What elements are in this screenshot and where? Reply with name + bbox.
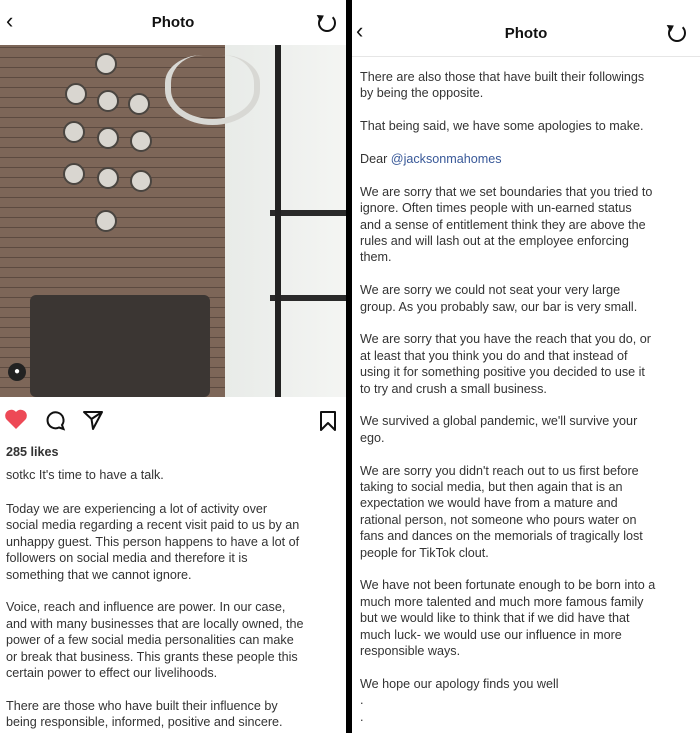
refresh-icon[interactable] [668,24,686,42]
caption-text: It's time to have a talk. [38,468,164,482]
plate [97,127,119,149]
page-title: Photo [504,25,548,42]
back-chevron-icon[interactable]: ‹ [356,18,364,43]
caption-line: We survived a global pandemic, we'll survive your [360,414,638,429]
caption-line: certain power to effect our livelihoods. [6,666,218,681]
caption-line: much luck- we would use our influence in more [360,627,622,642]
left-post-panel [0,0,346,733]
caption-line: rational person, not someone who pours water on [360,512,637,527]
mention-link[interactable]: @jacksonmahomes [390,152,502,166]
likes-count[interactable]: 285 likes [6,445,59,459]
refresh-icon[interactable] [318,14,336,32]
plate [130,170,152,192]
caption-line: rules and will lash out at the employee enforcing [360,234,629,249]
plate [128,93,150,115]
caption-line: expectation we would have from a mature and [360,496,618,511]
caption-line: We are sorry we could not seat your very large [360,283,621,298]
caption-paragraph [360,577,655,659]
caption-paragraph [6,698,304,731]
caption-line: being responsible, informed, positive and sincere. [6,715,283,730]
caption-paragraph [360,118,655,134]
caption-paragraph [360,463,655,561]
caption-line: much more talented and much more famous family [360,594,644,609]
comment-icon[interactable] [44,409,66,431]
caption-line: but we would like to think that if we did have that [360,611,630,626]
plate [97,90,119,112]
post-photo[interactable] [0,45,346,397]
sofa [30,295,210,397]
shelf [270,210,346,216]
caption-line: power of a few social media personalities can make [6,633,294,648]
caption-line: We are sorry that you have the reach that you do, or [360,332,651,347]
caption-paragraph [360,331,655,397]
caption-username[interactable]: sotkc [6,468,36,482]
caption-line: fans and dances on the memorials of tragically lost [360,529,643,544]
caption-line: social media regarding a recent visit paid to us by an [6,518,300,533]
plate [63,163,85,185]
caption-paragraph [360,282,655,315]
caption-line: people for TikTok clout. [360,545,489,560]
caption-line: unhappy guest. This person happens to have a lot of [6,534,300,549]
caption-paragraph [360,184,655,266]
plate [130,130,152,152]
plate [63,121,85,143]
caption-paragraph [360,676,655,692]
plate [97,167,119,189]
dot-line: . [360,693,364,708]
back-chevron-icon[interactable]: ‹ [6,8,14,33]
caption-line: and with many businesses that are locally owned, the [6,616,304,631]
caption-line: using it for something positive you decided to use it [360,365,645,380]
caption-line: taking to social media, but then again that is an [360,480,623,495]
caption-body [360,69,655,725]
caption-paragraph [360,413,655,446]
caption-line: at least that you think you do and that instead of [360,348,628,363]
caption-line: We hope our apology finds you well [360,676,559,691]
plate [95,53,117,75]
dear-text: Dear [360,152,388,166]
dot-line: . [360,709,364,724]
share-icon[interactable] [82,409,104,431]
heart-icon[interactable] [4,408,28,430]
caption-line: That being said, we have some apologies to make. [360,119,644,134]
caption-paragraph [6,599,304,681]
caption-line: There are those who have built their influence by [6,698,278,713]
shelf [270,295,346,301]
user-tag-icon[interactable]: ● [8,363,26,381]
shelf-post [275,45,281,397]
caption-line: something that we cannot ignore. [6,567,192,582]
caption-line: group. As you probably saw, our bar is very small. [360,299,638,314]
caption-line: We have not been fortunate enough to be born into a [360,578,656,593]
caption-paragraph [6,501,304,583]
bookmark-icon[interactable] [318,410,338,432]
caption-line: and a sense of entitlement think they are above the [360,217,646,232]
caption-line: to try and crush a small business. [360,381,547,396]
caption-line: ignore. Often times people with un-earned status [360,201,632,216]
caption-first-line [6,467,164,483]
caption-line: Voice, reach and influence are power. In our case, [6,600,286,615]
caption-line: or break that business. This grants these people this [6,649,298,664]
caption-body [6,501,304,733]
plate [95,210,117,232]
chandelier [165,55,260,125]
caption-paragraph [360,69,655,102]
caption-line: We are sorry you didn't reach out to us first before [360,463,639,478]
plate [65,83,87,105]
right-post-panel [352,0,700,733]
caption-line: followers on social media and therefore it is [6,551,248,566]
page-title: Photo [151,14,195,31]
caption-line: by being the opposite. [360,86,484,101]
header-divider [352,56,700,57]
caption-line: Today we are experiencing a lot of activity over [6,502,268,516]
caption-line: There are also those that have built their followings [360,70,645,84]
caption-line: them. [360,250,392,265]
caption-line: We are sorry that we set boundaries that you tried to [360,184,653,199]
caption-line: responsible ways. [360,644,461,659]
dear-line [360,151,655,167]
caption-line: ego. [360,430,385,445]
